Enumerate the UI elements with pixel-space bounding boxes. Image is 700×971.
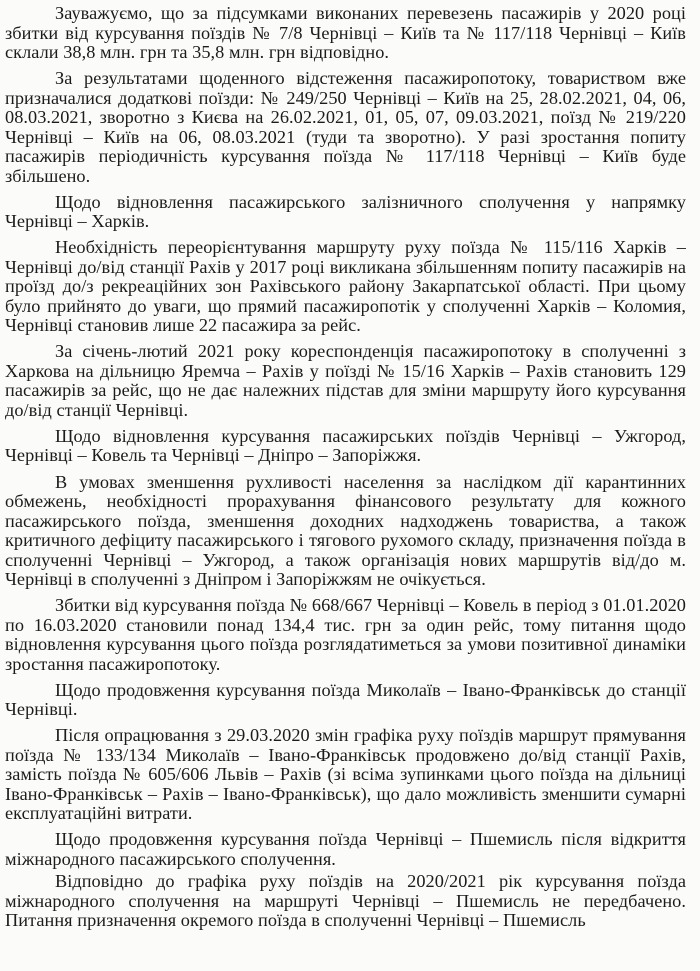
- paragraph-passenger-flow-jan-feb: За січень-лютий 2021 року кореспонденція пасажиропотоку в сполученні з Харкова на дільницю Яремча – Рахів у поїзді № 15/16 Харків – Рахів становить 129 пасажирів за рейс, що не дає належних підстав для зміни маршруту його курсування до/від станції Чернівці.: [5, 341, 686, 420]
- paragraph-quarantine-conditions: В умовах зменшення рухливості населення за наслідком дії карантинних обмежень, необхідності прорахування фінансового результату для кожного пасажирського поїзда, зменшення доходних надходжень товариства, а також критичного дефіциту пасажирського і тягового рухомого складу, призначення поїзда в сполученні Чернівці – Ужгород, а також організація нових маршрутів від/до м. Чернівці в сполученні з Дніпром і Запоріжжям не очікується.: [5, 471, 686, 590]
- heading-uzhhorod-kovel-dnipro: Щодо відновлення курсування пасажирських поїздів Чернівці – Ужгород, Чернівці – Ковель та Чернівці – Дніпро – Запоріжжя.: [5, 425, 686, 466]
- heading-chernivtsi-przemysl: Щодо продовження курсування поїзда Чернівці – Пшемисль після відкриття міжнародного пасажирського сполучення.: [5, 829, 686, 869]
- letter-page: [5, 4, 686, 931]
- paragraph-losses-2020: Зауважуємо, що за підсумками виконаних перевезень пасажирів у 2020 році збитки від курсування поїздів № 7/8 Чернівці – Київ та № 117/118 Чернівці – Київ склали 38,8 млн. грн та 35,8 млн. грн відповідно.: [5, 3, 686, 62]
- paragraph-additional-trains: За результатами щоденного відстеження пасажиропотоку, товариством вже призначалися додаткові поїзди: № 249/250 Чернівці – Київ на 25, 28.02.2021, 04, 06, 08.03.2021, зворотно з Києва на 26.02.2021, 01, 05, 07, 09.03.2021, поїзд № 219/220 Чернівці – Київ на 06, 08.03.2021 (туди та зворотно). У разі зростання попиту пасажирів періодичність курсування поїзда № 117/118 Чернівці – Київ буде збільшено.: [5, 68, 686, 186]
- paragraph-schedule-changes: Після опрацювання з 29.03.2020 змін графіка руху поїздів маршрут прямування поїзда № 133/134 Миколаїв – Івано-Франківськ продовжено до/від станції Рахів, замість поїзда № 605/606 Львів – Рахів (зі всіма зупинками цього поїзда на дільниці Івано-Франківськ – Рахів – Івано-Франківськ), що дало можливість зменшити сумарні експлуатаційні витрати.: [5, 725, 686, 824]
- paragraph-route-reorientation: Необхідність переорієнтування маршруту руху поїзда № 115/116 Харків – Чернівці до/від станції Рахів у 2017 році викликана збільшенням попиту пасажирів на проїзд до/з рекреаційних зон Рахівського району Закарпатської області. При цьому було прийнято до уваги, що прямий пасажиропотік у сполученні Харків – Коломия, Чернівці становив лише 22 пасажира за рейс.: [5, 237, 686, 336]
- paragraph-kovel-losses: Збитки від курсування поїзда № 668/667 Чернівці – Ковель в період з 01.01.2020 по 16.03.2020 становили понад 134,4 тис. грн за один рейс, тому питання щодо відновлення курсування цього поїзда розглядатиметься за умови позитивної динаміки зростання пасажиропотоку.: [5, 595, 686, 674]
- heading-mykolaiv-ivano-frankivsk: Щодо продовження курсування поїзда Миколаїв – Івано-Франківськ до станції Чернівці.: [5, 679, 686, 720]
- paragraph-international-schedule: Відповідно до графіка руху поїздів на 2020/2021 рік курсування поїзда міжнародного сполучення на маршруті Чернівці – Пшемисль не передбачено. Питання призначення окремого поїзда в сполученні Чернівці – Пшемисль: [5, 871, 686, 931]
- heading-chernivtsi-kharkiv: Щодо відновлення пасажирського залізничного сполучення у напрямку Чернівці – Харків.: [5, 191, 686, 232]
